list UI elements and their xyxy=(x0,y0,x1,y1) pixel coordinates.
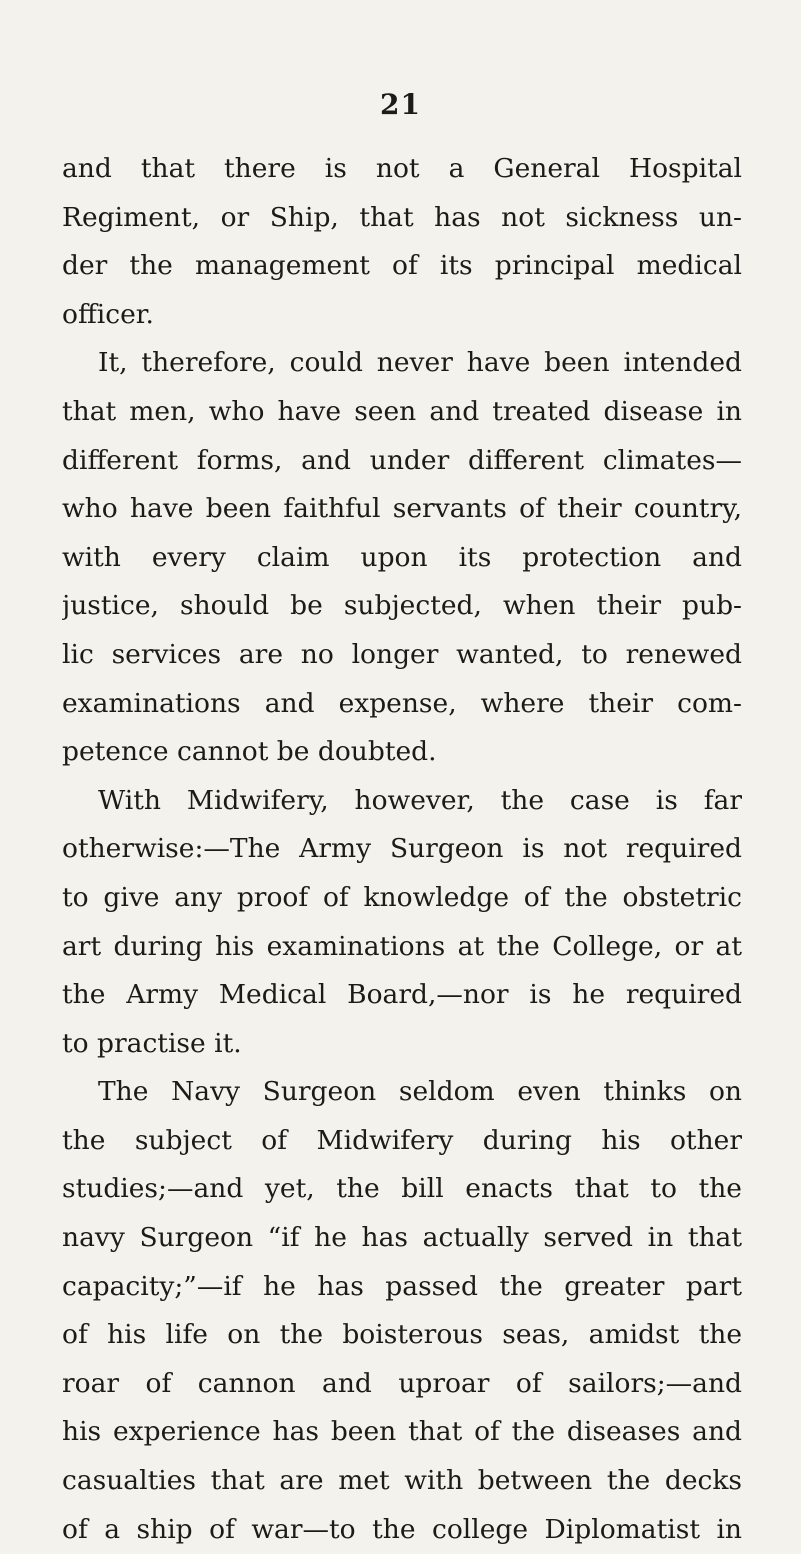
text-line: of his life on the boisterous seas, amidst the xyxy=(62,1319,742,1351)
text-line: capacity;”—if he has passed the greater part xyxy=(62,1270,742,1302)
paragraph-end-line: petence cannot be doubted. xyxy=(62,736,437,768)
text-line: that men, who have seen and treated disease in xyxy=(62,395,742,427)
text-line: and that there is not a General Hospital xyxy=(62,153,742,184)
text-line: studies;—and yet, the bill enacts that to the xyxy=(62,1173,742,1205)
paragraph-end-line: to practise it. xyxy=(62,1027,242,1059)
page-number: 21 xyxy=(380,88,421,121)
text-line: lic services are no longer wanted, to renewed xyxy=(62,638,742,670)
paragraph-start-line: With Midwifery, however, the case is far xyxy=(98,784,742,816)
paragraph-start-line: It, therefore, could never have been intended xyxy=(98,347,742,379)
text-line: justice, should be subjected, when their pub- xyxy=(62,590,742,622)
text-line: casualties that are met with between the decks xyxy=(62,1465,742,1497)
text-line: to give any proof of knowledge of the obstetric xyxy=(62,881,742,913)
text-line: Regiment, or Ship, that has not sickness un- xyxy=(62,201,742,233)
text-line: der the management of its principal medical xyxy=(62,250,742,282)
text-line: of a ship of war—to the college Diplomatist in xyxy=(62,1513,742,1545)
text-line: different forms, and under different climates— xyxy=(62,444,742,476)
text-line: his experience has been that of the diseases and xyxy=(62,1416,742,1448)
body-text xyxy=(62,145,742,1554)
text-line: the Army Medical Board,—nor is he required xyxy=(62,979,742,1011)
text-line: navy Surgeon “if he has actually served in that xyxy=(62,1222,742,1254)
text-line: roar of cannon and uproar of sailors;—and xyxy=(62,1367,742,1399)
paragraph-end-line: officer. xyxy=(62,298,154,330)
text-line: art during his examinations at the College, or at xyxy=(62,930,742,962)
text-line: who have been faithful servants of their country, xyxy=(62,493,742,525)
text-line: the subject of Midwifery during his other xyxy=(62,1124,742,1156)
text-line: otherwise:—The Army Surgeon is not required xyxy=(62,833,742,865)
paragraph-start-line: The Navy Surgeon seldom even thinks on xyxy=(98,1076,742,1108)
text-line: with every claim upon its protection and xyxy=(62,541,742,573)
text-line: examinations and expense, where their com- xyxy=(62,687,742,719)
